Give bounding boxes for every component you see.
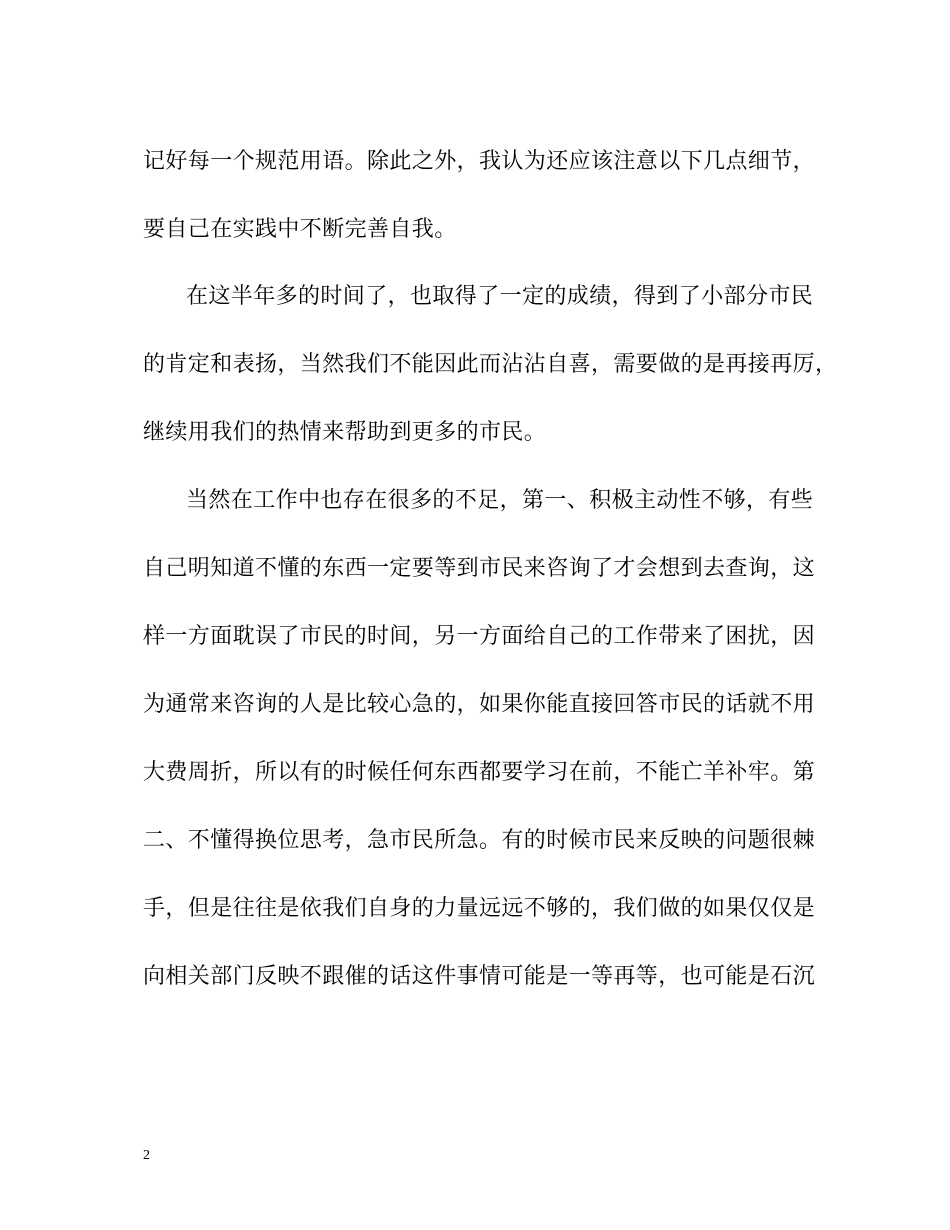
text-line-1: 记好每一个规范用语。除此之外，我认为还应该注意以下几点细节，	[143, 149, 816, 174]
text-line-5: 继续用我们的热情来帮助到更多的市民。	[143, 420, 547, 445]
text-line-11: 二、不懂得换位思考，急市民所急。有的时候市民来反映的问题很棘	[143, 828, 816, 853]
text-line-7: 自己明知道不懂的东西一定要等到市民来咨询了才会想到去查询，这	[143, 556, 816, 581]
text-line-3: 在这半年多的时间了，也取得了一定的成绩，得到了小部分市民	[186, 284, 814, 309]
text-line-10: 大费周折，所以有的时候任何东西都要学习在前，不能亡羊补牢。第	[143, 760, 816, 785]
text-line-4: 的肯定和表扬，当然我们不能因此而沾沾自喜，需要做的是再接再厉，	[143, 352, 838, 377]
text-line-9: 为通常来咨询的人是比较心急的，如果你能直接回答市民的话就不用	[143, 692, 816, 717]
text-line-12: 手，但是往往是依我们自身的力量远远不够的，我们做的如果仅仅是	[143, 896, 816, 921]
text-line-8: 样一方面耽误了市民的时间，另一方面给自己的工作带来了困扰，因	[143, 624, 816, 649]
text-line-6: 当然在工作中也存在很多的不足，第一、积极主动性不够，有些	[186, 488, 814, 513]
text-line-2: 要自己在实践中不断完善自我。	[143, 217, 457, 242]
text-line-13: 向相关部门反映不跟催的话这件事情可能是一等再等，也可能是石沉	[143, 964, 816, 989]
page-number: 2	[143, 1148, 150, 1163]
